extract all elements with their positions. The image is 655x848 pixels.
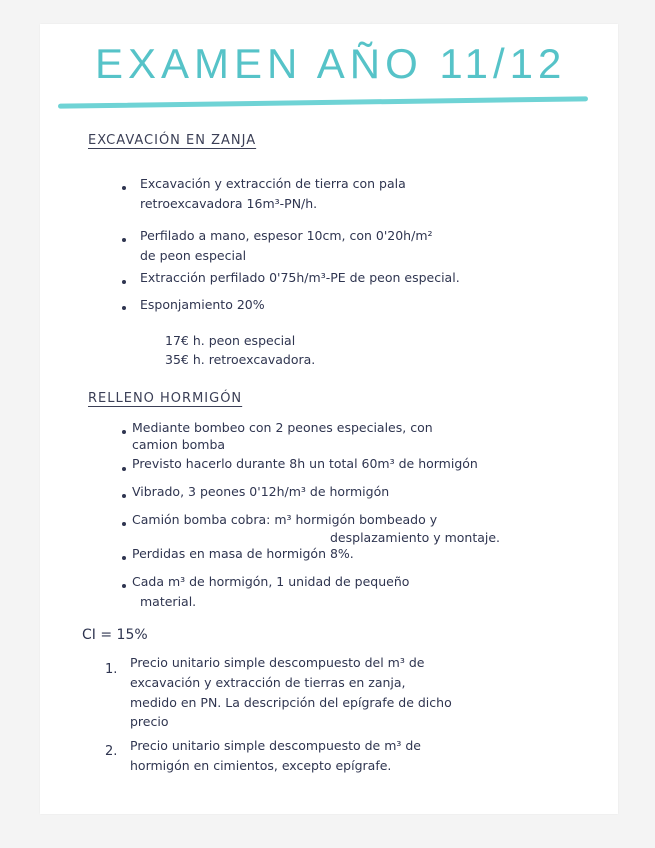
bullet — [122, 306, 126, 310]
price-line: 35€ h. retroexcavadora. — [165, 352, 316, 367]
question-line: excavación y extracción de tierras en zanja, — [130, 675, 406, 690]
bullet — [122, 494, 126, 498]
bullet — [122, 556, 126, 560]
item-line: Perfilado a mano, espesor 10cm, con 0'20h/m² — [140, 228, 433, 243]
bullet — [122, 186, 126, 190]
section-heading-excavacion: EXCAVACIÓN EN ZANJA — [88, 133, 257, 148]
page-title: EXAMEN AÑO 11/12 — [95, 40, 567, 87]
question-number: 2. — [105, 744, 118, 759]
bullet — [122, 467, 126, 471]
item-line: Previsto hacerlo durante 8h un total 60m³ de hormigón — [132, 456, 478, 471]
item-line: Excavación y extracción de tierra con pala — [140, 176, 406, 191]
ci-value: CI = 15% — [82, 627, 148, 643]
item-line: Vibrado, 3 peones 0'12h/m³ de hormigón — [132, 484, 390, 499]
question-line: Precio unitario simple descompuesto de m³ de — [130, 738, 421, 753]
bullet — [122, 280, 126, 284]
item-line: Extracción perfilado 0'75h/m³-PE de peon especial. — [140, 270, 460, 285]
item-line: Esponjamiento 20% — [140, 297, 265, 312]
item-line: Camión bomba cobra: m³ hormigón bombeado y — [132, 512, 438, 527]
question-line: medido en PN. La descripción del epígrafe de dicho — [130, 695, 452, 710]
question-number: 1. — [105, 662, 118, 677]
bullet — [122, 238, 126, 242]
item-line: Perdidas en masa de hormigón 8%. — [132, 546, 354, 561]
bullet — [122, 584, 126, 588]
item-line: material. — [140, 594, 197, 609]
question-line: hormigón en cimientos, excepto epígrafe. — [130, 758, 392, 773]
price-line: 17€ h. peon especial — [165, 333, 296, 348]
item-line: Mediante bombeo con 2 peones especiales, con — [132, 420, 433, 435]
item-line: de peon especial — [140, 248, 247, 263]
question-line: precio — [130, 714, 169, 729]
bullet — [122, 522, 126, 526]
section-heading-relleno: RELLENO HORMIGÓN — [88, 391, 243, 406]
bullet — [122, 430, 126, 434]
item-line: camion bomba — [132, 437, 226, 452]
question-line: Precio unitario simple descompuesto del m³ de — [130, 655, 425, 670]
item-line: Cada m³ de hormigón, 1 unidad de pequeño — [132, 574, 410, 589]
item-line: desplazamiento y montaje. — [330, 530, 501, 545]
item-line: retroexcavadora 16m³-PN/h. — [140, 196, 318, 211]
